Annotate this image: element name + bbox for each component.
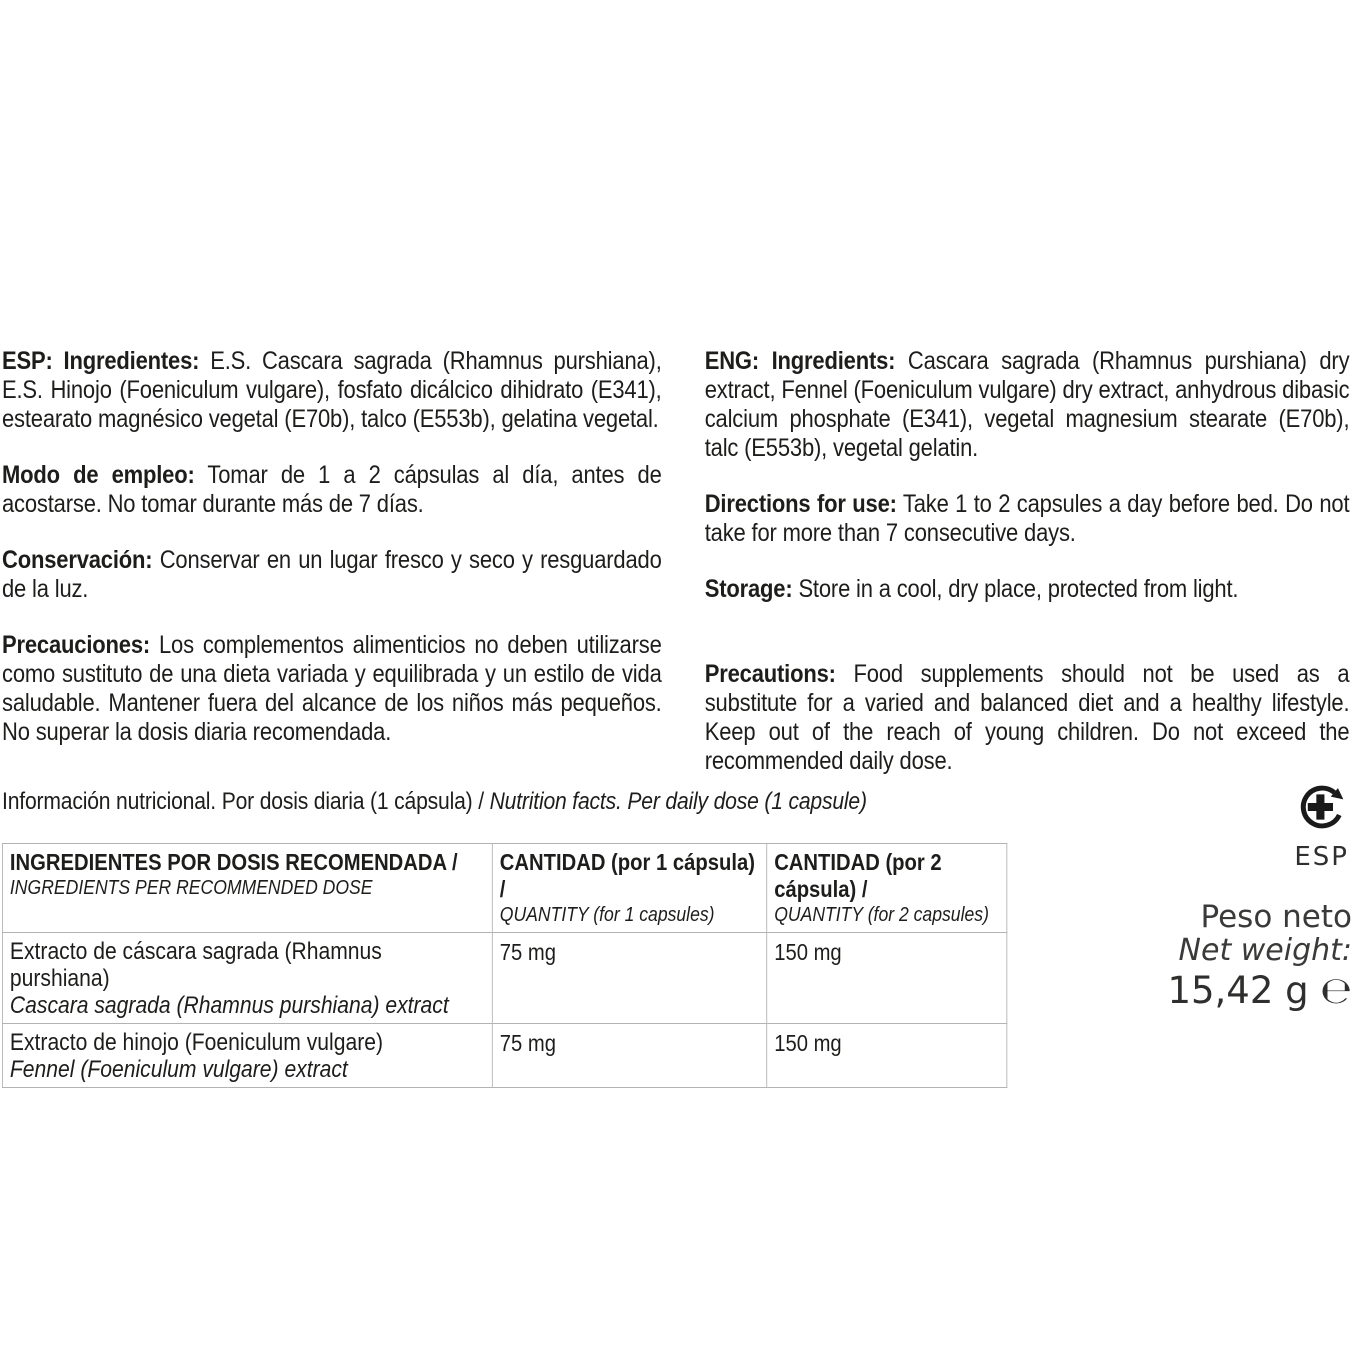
eng-directions-heading: Directions for use: bbox=[704, 490, 897, 518]
quantity-1-cell bbox=[492, 933, 766, 1024]
quantity-1-cell bbox=[492, 1024, 766, 1088]
header-ingredients-en: INGREDIENTS PER RECOMMENDED DOSE bbox=[9, 877, 373, 899]
esp-precautions-body: Los complementos alimenticios no deben utilizarse como sustituto de una dieta variada y equilibrada y un estilo de vida saludable. Mantener fuera del alcance de los niños más pequeños. No superar la dosis diaria recomendada. bbox=[2, 631, 662, 746]
quantity-1-value: 75 mg bbox=[499, 1030, 557, 1056]
header-ingredients-es: INGREDIENTES POR DOSIS RECOMENDADA / bbox=[9, 849, 458, 875]
nutrition-table bbox=[2, 843, 1007, 1088]
quantity-2-value: 150 mg bbox=[774, 939, 842, 965]
esp-ingredients-heading: ESP: Ingredientes: bbox=[2, 347, 200, 375]
eng-storage-paragraph bbox=[705, 575, 1350, 604]
quantity-2-value: 150 mg bbox=[774, 1030, 842, 1056]
spanish-column bbox=[2, 347, 662, 776]
ingredient-cell bbox=[2, 1024, 492, 1088]
quantity-2-cell bbox=[767, 1024, 1007, 1088]
bilingual-columns bbox=[2, 347, 1355, 776]
english-column bbox=[705, 347, 1350, 776]
eng-precautions-heading: Precautions: bbox=[704, 660, 836, 688]
header-quantity-2-es: CANTIDAD (por 2 cápsula) / bbox=[774, 849, 942, 902]
esp-ingredients-body: E.S. Cascara sagrada (Rhamnus purshiana), E.S. Hinojo (Foeniculum vulgare), fosfato dicálcico dihidrato (E341), estearato magnésico vegetal (E70b), talco (E553b), gelatina vegetal. bbox=[2, 347, 662, 433]
nutrition-caption-es: Información nutricional. Por dosis diaria (1 cápsula) / bbox=[2, 788, 490, 815]
ingredient-name-es: Extracto de cáscara sagrada (Rhamnus purshiana) bbox=[9, 938, 382, 992]
eng-ingredients-heading: ENG: Ingredients: bbox=[704, 347, 896, 375]
esp-precautions-paragraph bbox=[2, 631, 662, 747]
ingredient-name-en: Cascara sagrada (Rhamnus purshiana) extract bbox=[9, 992, 449, 1019]
header-quantity-2 bbox=[767, 844, 1007, 933]
net-weight-label-en: Net weight: bbox=[1178, 933, 1352, 968]
esp-directions-heading: Modo de empleo: bbox=[2, 461, 195, 489]
eng-storage-body: Store in a cool, dry place, protected from light. bbox=[798, 575, 1239, 603]
esp-precautions-heading: Precauciones: bbox=[2, 631, 151, 659]
eng-ingredients-paragraph bbox=[705, 347, 1350, 463]
country-code-label: ESP bbox=[1294, 842, 1349, 872]
table-row bbox=[2, 1024, 1006, 1088]
eng-precautions-paragraph bbox=[705, 660, 1350, 776]
ingredient-cell bbox=[2, 933, 492, 1024]
quantity-1-value: 75 mg bbox=[499, 939, 557, 965]
net-weight-block bbox=[1092, 900, 1352, 1012]
esp-ingredients-paragraph bbox=[2, 347, 662, 434]
header-ingredients bbox=[2, 844, 492, 933]
eng-storage-heading: Storage: bbox=[704, 575, 793, 603]
sigre-recycle-cross-icon bbox=[1297, 778, 1351, 840]
ingredient-name-en: Fennel (Foeniculum vulgare) extract bbox=[9, 1056, 348, 1083]
header-quantity-1-en: QUANTITY (for 1 capsules) bbox=[499, 904, 715, 926]
net-weight-label-es: Peso neto bbox=[1200, 899, 1352, 935]
esp-storage-paragraph bbox=[2, 546, 662, 604]
side-panel bbox=[1092, 778, 1352, 1012]
header-quantity-2-en: QUANTITY (for 2 capsules) bbox=[774, 904, 989, 926]
table-row bbox=[2, 933, 1006, 1024]
eng-ingredients-body: Cascara sagrada (Rhamnus purshiana) dry extract, Fennel (Foeniculum vulgare) dry extract, anhydrous dibasic calcium phosphate (E341), vegetal magnesium stearate (E70b), talc (E553b), vegetal gelatin. bbox=[704, 347, 1350, 462]
quantity-2-cell bbox=[767, 933, 1007, 1024]
esp-directions-paragraph bbox=[2, 461, 662, 519]
net-weight-value: 15,42 g ℮ bbox=[1167, 969, 1352, 1012]
eng-directions-body: Take 1 to 2 capsules a day before bed. Do not take for more than 7 consecutive days. bbox=[704, 490, 1350, 547]
esp-storage-heading: Conservación: bbox=[2, 546, 153, 574]
esp-storage-body: Conservar en un lugar fresco y seco y resguardado de la luz. bbox=[2, 546, 662, 603]
ingredient-name-es: Extracto de hinojo (Foeniculum vulgare) bbox=[9, 1029, 384, 1056]
header-quantity-1 bbox=[492, 844, 766, 933]
nutrition-caption-en: Nutrition facts. Per daily dose (1 capsule) bbox=[489, 788, 867, 815]
table-header-row bbox=[2, 844, 1006, 933]
eng-precautions-body: Food supplements should not be used as a substitute for a varied and balanced diet and a healthy lifestyle. Keep out of the reach of young children. Do not exceed the recommended daily dose. bbox=[704, 660, 1350, 775]
eng-directions-paragraph bbox=[705, 490, 1350, 548]
esp-directions-body: Tomar de 1 a 2 cápsulas al día, antes de acostarse. No tomar durante más de 7 días. bbox=[2, 461, 662, 518]
header-quantity-1-es: CANTIDAD (por 1 cápsula) / bbox=[499, 849, 755, 902]
